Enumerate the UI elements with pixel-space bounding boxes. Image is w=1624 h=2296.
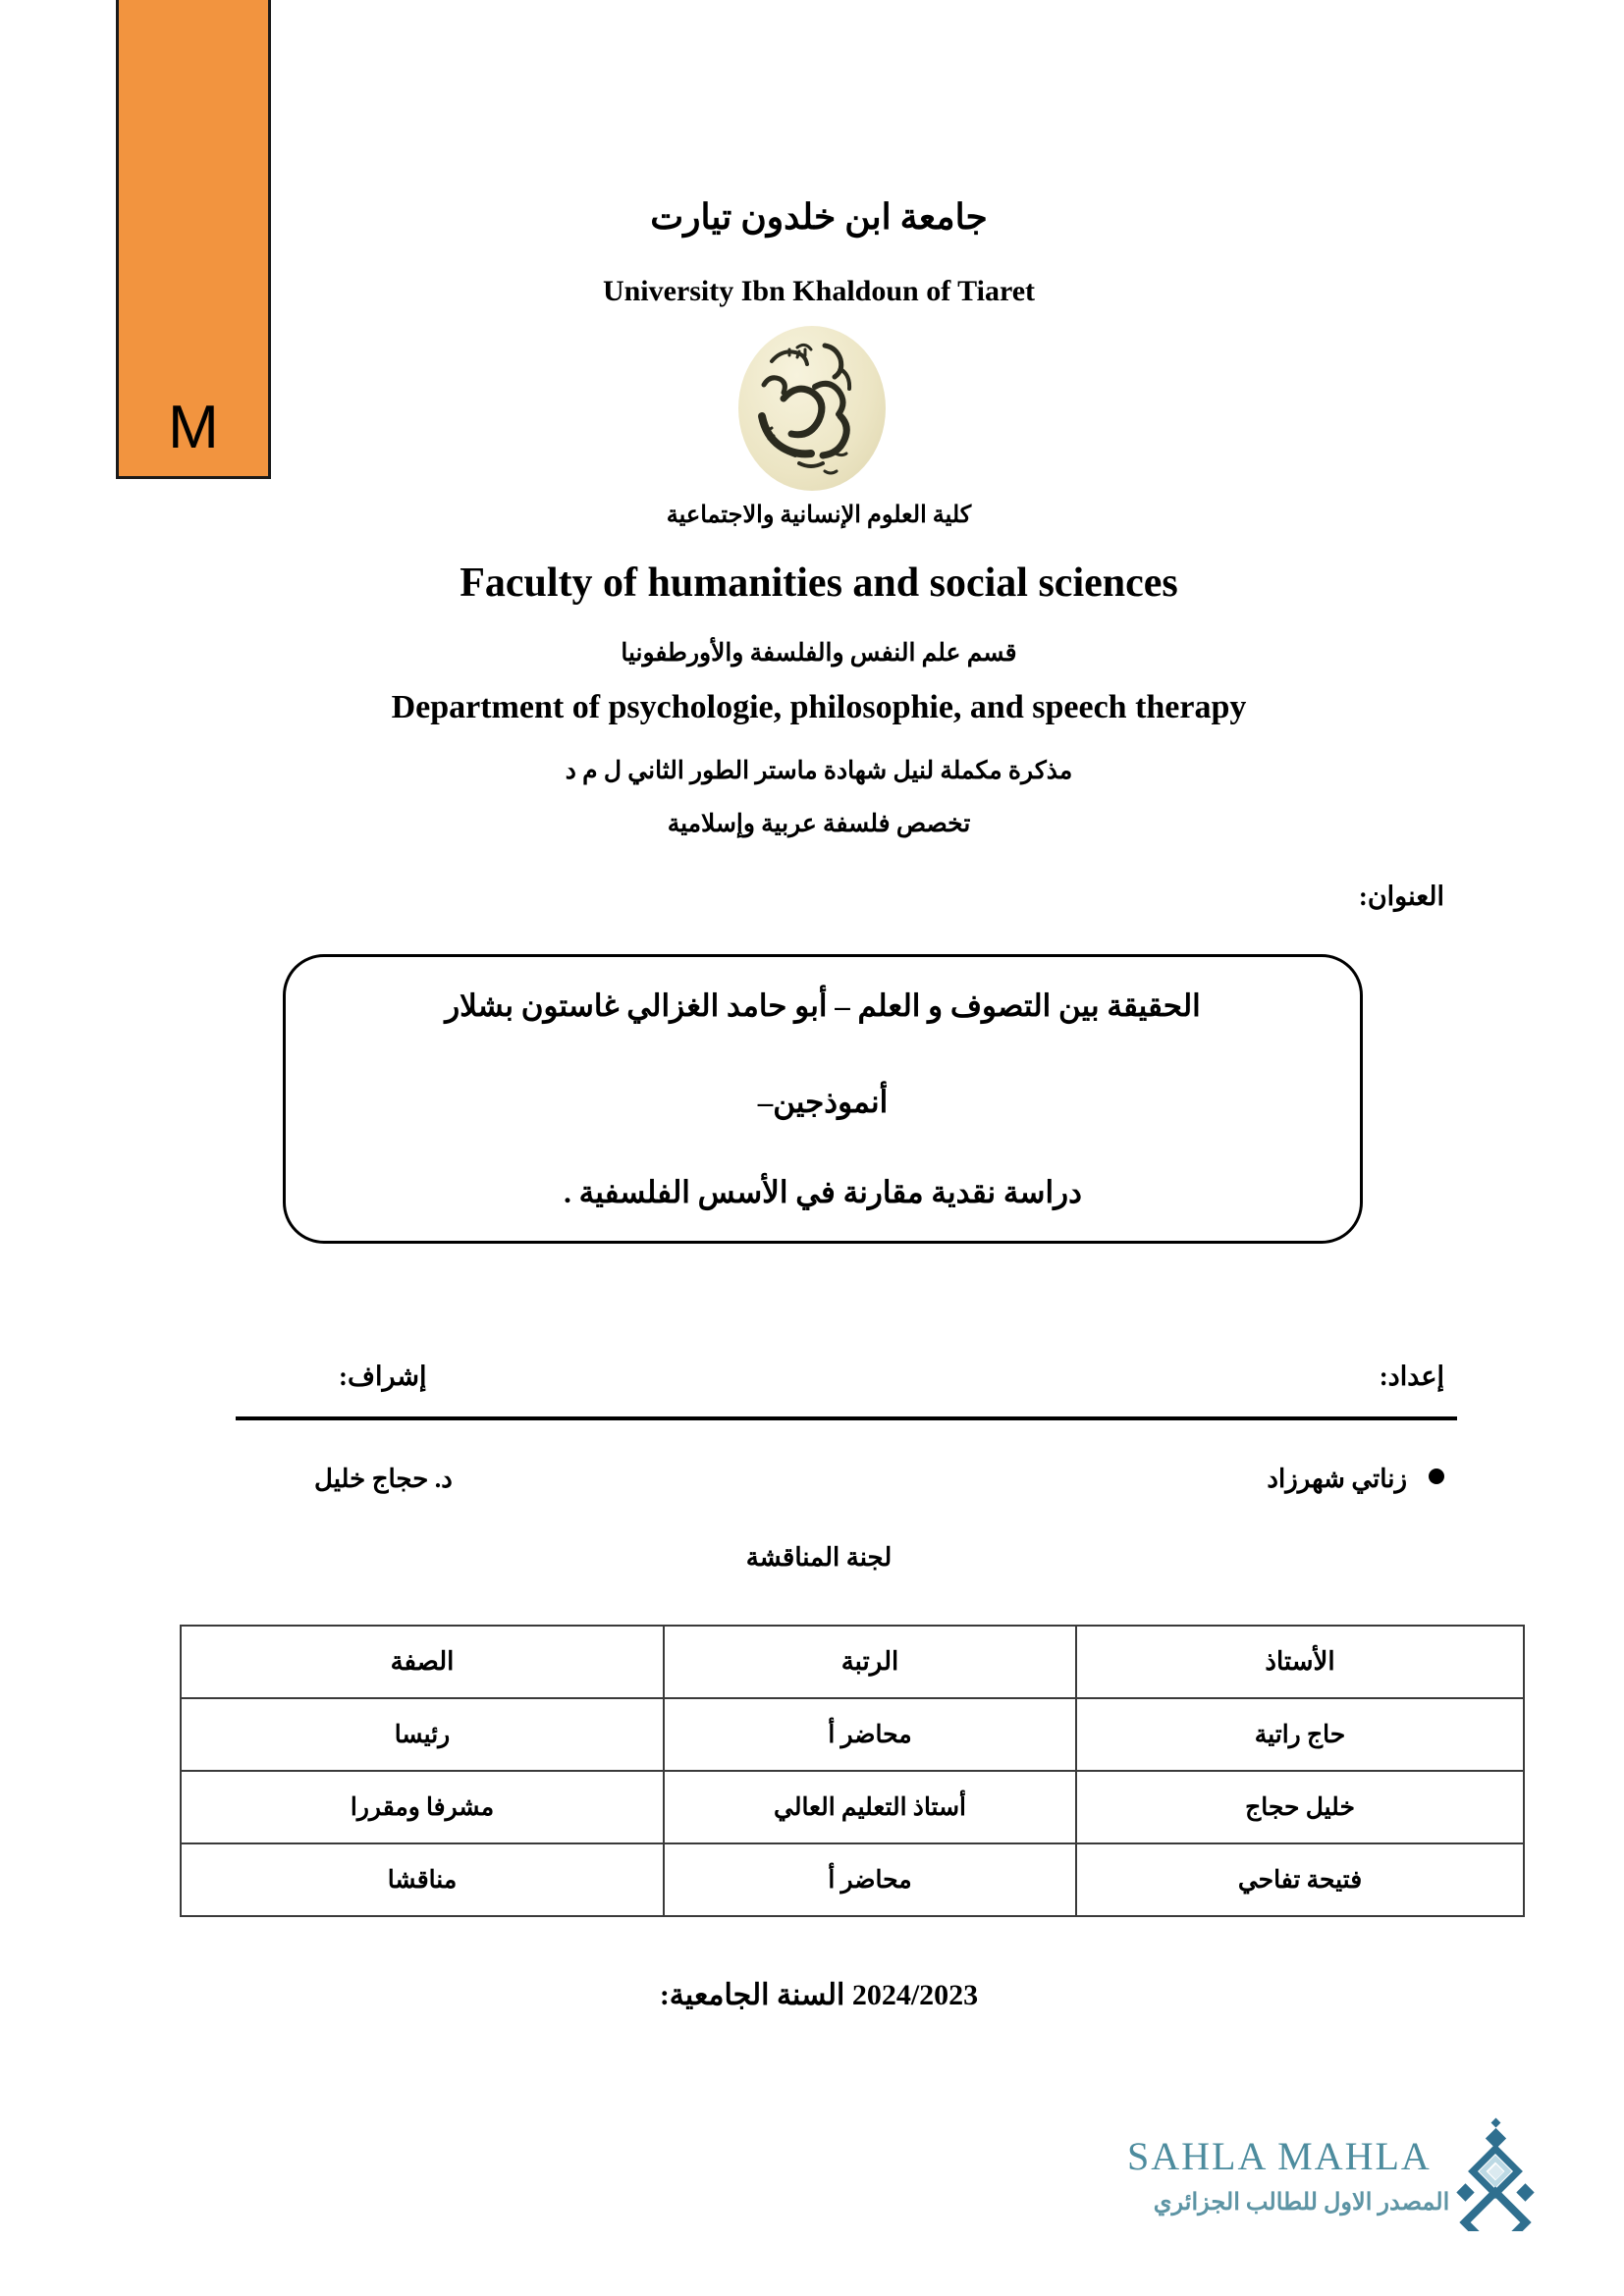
table-header-row	[181, 1626, 1524, 1698]
academic-year-line	[180, 1978, 1458, 2012]
department-name-arabic: قسم علم النفس والفلسفة والأورطفونيا	[621, 640, 1017, 667]
faculty-name-english: Faculty of humanities and social sciences	[460, 561, 1178, 606]
university-seal-icon	[738, 326, 886, 491]
university-name-english: University Ibn Khaldoun of Tiaret	[602, 275, 1036, 307]
cell-rank: محاضر أ	[664, 1843, 1076, 1916]
department-name-english: Department of psychologie, philosophie, and speech therapy	[391, 689, 1247, 725]
watermark	[1127, 2115, 1549, 2243]
supervised-by-label: إشراف:	[339, 1362, 427, 1391]
jury-heading: لجنة المناقشة	[745, 1543, 893, 1572]
horizontal-rule	[236, 1416, 1457, 1420]
watermark-brand: SAHLA MAHLA	[1127, 2134, 1432, 2178]
watermark-tagline: المصدر الاول للطالب الجزائري	[1153, 2190, 1450, 2216]
column-header-rank: الرتبة	[664, 1626, 1076, 1698]
student-name-row	[1267, 1465, 1444, 1494]
marker-letter: M	[168, 394, 219, 461]
table-row	[181, 1843, 1524, 1916]
orange-marker-box	[116, 0, 271, 479]
academic-year-label: السنة الجامعية:	[659, 1979, 845, 2011]
jury-table	[180, 1625, 1525, 1917]
table-row	[181, 1698, 1524, 1771]
cell-role: مشرفا ومقررا	[181, 1771, 664, 1843]
prepared-by-label: إعداد:	[1379, 1362, 1444, 1391]
university-logo	[738, 326, 886, 491]
cell-professor: خليل حجاج	[1076, 1771, 1524, 1843]
thesis-title-line-2: أنموذجين–	[757, 1085, 889, 1119]
table-row	[181, 1771, 1524, 1843]
degree-note-line-1: مذكرة مكملة لنيل شهادة ماستر الطور الثاني ل م د	[565, 758, 1073, 784]
cell-role: رئيسا	[181, 1698, 664, 1771]
student-name: زناتي شهرزاد	[1267, 1465, 1407, 1493]
thesis-title-line-3: دراسة نقدية مقارنة في الأسس الفلسفية .	[564, 1175, 1082, 1209]
cell-rank: أستاذ التعليم العالي	[664, 1771, 1076, 1843]
faculty-name-arabic: كلية العلوم الإنسانية والاجتماعية	[666, 503, 972, 528]
university-name-arabic: جامعة ابن خلدون تيارت	[650, 197, 988, 237]
cell-professor: فتيحة تفاحي	[1076, 1843, 1524, 1916]
thesis-title-line-1: الحقيقة بين التصوف و العلم – أبو حامد الغزالي غاستون بشلار	[445, 988, 1201, 1023]
supervisor-name: د. حجاج خليل	[314, 1465, 453, 1493]
cell-rank: محاضر أ	[664, 1698, 1076, 1771]
column-header-role: الصفة	[181, 1626, 664, 1698]
column-header-professor: الأستاذ	[1076, 1626, 1524, 1698]
bullet-icon	[1429, 1468, 1444, 1484]
academic-year-value: 2024/2023	[851, 1979, 979, 2011]
thesis-title-box	[283, 954, 1363, 1244]
watermark-ornament-icon	[1441, 2115, 1549, 2231]
cell-role: مناقشا	[181, 1843, 664, 1916]
degree-note-line-2: تخصص فلسفة عربية وإسلامية	[667, 811, 971, 837]
cell-professor: حاج راتية	[1076, 1698, 1524, 1771]
title-label: العنوان:	[1358, 881, 1444, 911]
